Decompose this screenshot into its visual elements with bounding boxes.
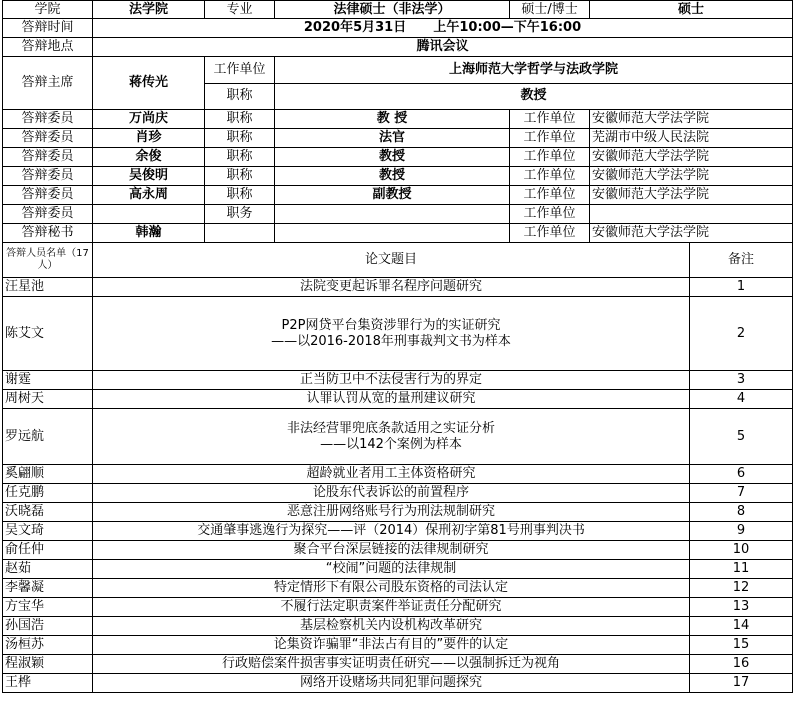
time-row — [3, 19, 793, 38]
student-name: 奚翩顺 — [3, 465, 93, 484]
topic-line-1: “校闹”问题的法律规制 — [325, 561, 457, 576]
student-note: 15 — [690, 636, 793, 655]
list-topic-header: 论文题目 — [93, 243, 690, 278]
member-unit-label: 工作单位 — [510, 110, 590, 129]
student-name: 汤桓苏 — [3, 636, 93, 655]
place-value: 腾讯会议 — [93, 38, 793, 57]
student-row — [3, 636, 793, 655]
member-row — [3, 224, 793, 243]
member-role: 答辩委员 — [3, 110, 93, 129]
time-range: 上午10:00—下午16:00 — [433, 20, 582, 35]
student-topic — [93, 503, 690, 522]
student-name: 任克鹏 — [3, 484, 93, 503]
member-title — [275, 205, 510, 224]
student-note: 2 — [690, 297, 793, 371]
member-name: 吴俊明 — [93, 167, 205, 186]
student-topic — [93, 297, 690, 371]
chair-title: 教授 — [275, 83, 793, 110]
list-header-row — [3, 243, 793, 278]
member-role: 答辩委员 — [3, 148, 93, 167]
header-row — [3, 1, 793, 19]
member-unit: 安徽师范大学法学院 — [590, 148, 793, 167]
student-note: 5 — [690, 409, 793, 465]
student-topic — [93, 409, 690, 465]
student-row — [3, 278, 793, 297]
student-row — [3, 297, 793, 371]
student-note: 4 — [690, 390, 793, 409]
member-role: 答辩委员 — [3, 167, 93, 186]
member-title-label: 职称 — [205, 129, 275, 148]
student-name: 程淑颖 — [3, 655, 93, 674]
student-topic — [93, 617, 690, 636]
student-row — [3, 598, 793, 617]
student-name: 王桦 — [3, 674, 93, 693]
student-topic — [93, 560, 690, 579]
student-note: 8 — [690, 503, 793, 522]
student-row — [3, 541, 793, 560]
topic-line-2: ——以2016-2018年刑事裁判文书为样本 — [271, 333, 511, 349]
student-topic — [93, 390, 690, 409]
chair-title-label: 职称 — [205, 83, 275, 110]
topic-line-1: 超龄就业者用工主体资格研究 — [306, 466, 476, 481]
member-unit: 安徽师范大学法学院 — [590, 167, 793, 186]
student-note: 17 — [690, 674, 793, 693]
member-row — [3, 205, 793, 224]
student-note: 7 — [690, 484, 793, 503]
topic-line-1: 基层检察机关内设机构改革研究 — [300, 618, 483, 633]
member-role: 答辩秘书 — [3, 224, 93, 243]
student-note: 10 — [690, 541, 793, 560]
member-unit-label: 工作单位 — [510, 224, 590, 243]
student-topic — [93, 598, 690, 617]
date-value: 2020年5月31日 — [303, 20, 407, 35]
member-title-label: 职称 — [205, 110, 275, 129]
student-note: 3 — [690, 371, 793, 390]
student-note: 16 — [690, 655, 793, 674]
member-title: 教授 — [275, 167, 510, 186]
major-value: 法律硕士（非法学） — [275, 1, 510, 19]
student-topic — [93, 278, 690, 297]
member-unit — [590, 205, 793, 224]
student-row — [3, 655, 793, 674]
topic-line-1: 不履行法定职责案件举证责任分配研究 — [280, 599, 502, 614]
student-note: 1 — [690, 278, 793, 297]
student-note: 14 — [690, 617, 793, 636]
topic-line-1: 网络开设赌场共同犯罪问题探究 — [300, 675, 483, 690]
topic-line-1: 恶意注册网络账号行为刑法规制研究 — [287, 504, 496, 519]
member-role: 答辩委员 — [3, 129, 93, 148]
student-row — [3, 409, 793, 465]
time-value — [93, 19, 793, 38]
topic-line-1: 聚合平台深层链接的法律规制研究 — [293, 542, 489, 557]
student-name: 方宝华 — [3, 598, 93, 617]
member-unit-label: 工作单位 — [510, 148, 590, 167]
member-title: 副教授 — [275, 186, 510, 205]
topic-line-1: 论集资诈骗罪“非法占有目的”要件的认定 — [273, 637, 509, 652]
chair-unit-label: 工作单位 — [205, 57, 275, 84]
time-label: 答辩时间 — [3, 19, 93, 38]
member-title: 教 授 — [275, 110, 510, 129]
student-name: 罗远航 — [3, 409, 93, 465]
chair-name: 蒋传光 — [93, 57, 205, 110]
college-label: 学院 — [3, 1, 93, 19]
student-topic — [93, 371, 690, 390]
member-name: 高永周 — [93, 186, 205, 205]
topic-line-1: 非法经营罪兜底条款适用之实证分析 — [287, 420, 496, 436]
major-label: 专业 — [205, 1, 275, 19]
member-row — [3, 167, 793, 186]
student-name: 陈艾文 — [3, 297, 93, 371]
student-row — [3, 371, 793, 390]
student-row — [3, 579, 793, 598]
topic-line-1: 行政赔偿案件损害事实证明责任研究——以强制拆迁为视角 — [222, 656, 561, 671]
member-title-label: 职称 — [205, 167, 275, 186]
member-unit-label: 工作单位 — [510, 186, 590, 205]
topic-line-1: 特定情形下有限公司股东资格的司法认定 — [274, 580, 509, 595]
member-unit-label: 工作单位 — [510, 129, 590, 148]
member-unit: 芜湖市中级人民法院 — [590, 129, 793, 148]
student-row — [3, 617, 793, 636]
member-row — [3, 148, 793, 167]
student-topic — [93, 465, 690, 484]
place-row — [3, 38, 793, 57]
member-title-label: 职称 — [205, 148, 275, 167]
student-topic — [93, 541, 690, 560]
student-name: 周树天 — [3, 390, 93, 409]
topic-line-1: P2P网贷平台集资涉罪行为的实证研究 — [281, 317, 501, 333]
member-name: 韩瀚 — [93, 224, 205, 243]
member-title — [275, 224, 510, 243]
chair-unit-row — [3, 57, 793, 84]
topic-line-1: 正当防卫中不法侵害行为的界定 — [300, 372, 483, 387]
place-label: 答辩地点 — [3, 38, 93, 57]
member-row — [3, 129, 793, 148]
student-topic — [93, 484, 690, 503]
member-title: 法官 — [275, 129, 510, 148]
member-role: 答辩委员 — [3, 186, 93, 205]
student-name: 沃晓磊 — [3, 503, 93, 522]
member-title-label: 职称 — [205, 186, 275, 205]
student-topic — [93, 674, 690, 693]
chair-label: 答辩主席 — [3, 57, 93, 110]
member-unit: 安徽师范大学法学院 — [590, 110, 793, 129]
member-unit: 安徽师范大学法学院 — [590, 224, 793, 243]
student-name: 赵茹 — [3, 560, 93, 579]
topic-line-1: 论股东代表诉讼的前置程序 — [313, 485, 470, 500]
student-row — [3, 522, 793, 541]
list-name-header: 答辩人员名单（17人） — [3, 243, 93, 278]
member-unit: 安徽师范大学法学院 — [590, 186, 793, 205]
topic-line-1: 交通肇事逃逸行为探究——评（2014）保刑初字第81号刑事判决书 — [197, 523, 585, 538]
member-name: 余俊 — [93, 148, 205, 167]
student-name: 吴文琦 — [3, 522, 93, 541]
student-note: 9 — [690, 522, 793, 541]
degree-value: 硕士 — [590, 1, 793, 19]
student-topic — [93, 579, 690, 598]
student-name: 李馨凝 — [3, 579, 93, 598]
student-note: 12 — [690, 579, 793, 598]
student-row — [3, 484, 793, 503]
list-note-header: 备注 — [690, 243, 793, 278]
member-name: 万尚庆 — [93, 110, 205, 129]
topic-line-1: 认罪认罚从宽的量刑建议研究 — [306, 391, 476, 406]
student-row — [3, 503, 793, 522]
member-title-label: 职务 — [205, 205, 275, 224]
student-topic — [93, 636, 690, 655]
student-topic — [93, 522, 690, 541]
member-row — [3, 110, 793, 129]
topic-line-2: ——以142个案例为样本 — [320, 436, 462, 452]
member-title-label — [205, 224, 275, 243]
member-title: 教授 — [275, 148, 510, 167]
member-row — [3, 186, 793, 205]
student-name: 谢霆 — [3, 371, 93, 390]
student-name: 汪星池 — [3, 278, 93, 297]
student-topic — [93, 655, 690, 674]
topic-line-1: 法院变更起诉罪名程序问题研究 — [300, 279, 483, 294]
student-name: 孙国浩 — [3, 617, 93, 636]
student-row — [3, 465, 793, 484]
student-row — [3, 674, 793, 693]
degree-label: 硕士/博士 — [510, 1, 590, 19]
member-role: 答辩委员 — [3, 205, 93, 224]
member-unit-label: 工作单位 — [510, 205, 590, 224]
student-note: 13 — [690, 598, 793, 617]
member-name — [93, 205, 205, 224]
chair-unit: 上海师范大学哲学与法政学院 — [275, 57, 793, 84]
college-value: 法学院 — [93, 1, 205, 19]
student-note: 11 — [690, 560, 793, 579]
student-row — [3, 390, 793, 409]
student-row — [3, 560, 793, 579]
member-unit-label: 工作单位 — [510, 167, 590, 186]
member-name: 肖珍 — [93, 129, 205, 148]
student-name: 俞任仲 — [3, 541, 93, 560]
defense-table — [2, 0, 793, 693]
student-note: 6 — [690, 465, 793, 484]
